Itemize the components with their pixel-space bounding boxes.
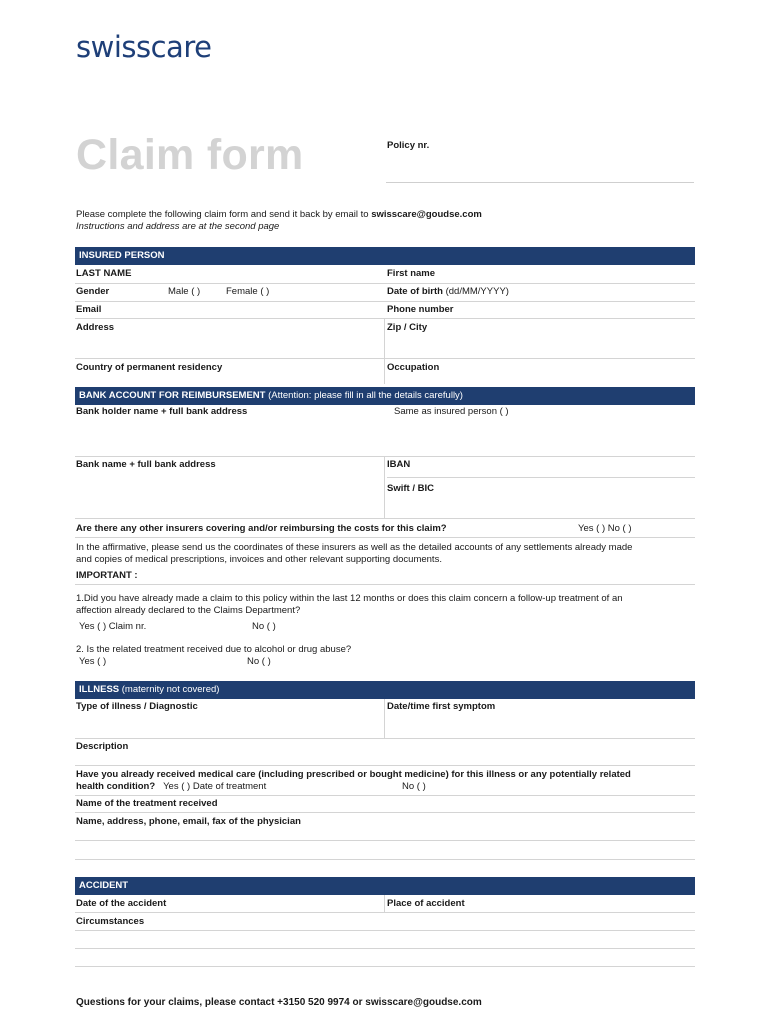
- bank-heading: BANK ACCOUNT FOR REIMBURSEMENT: [79, 390, 266, 401]
- zip-city-label: Zip / City: [387, 322, 428, 333]
- circumstances-label: Circumstances: [76, 916, 145, 927]
- policy-number-field[interactable]: [386, 182, 694, 183]
- policy-number-label: Policy nr.: [387, 140, 430, 151]
- page-title: Claim form: [76, 131, 304, 179]
- bank-account-header: [75, 387, 695, 405]
- row-divider: [75, 456, 695, 457]
- medical-care-no-option[interactable]: No ( ): [402, 781, 426, 792]
- question2: 2. Is the related treatment received due to alcohol or drug abuse?: [76, 644, 352, 655]
- same-as-insured-option[interactable]: Same as insured person ( ): [394, 406, 509, 417]
- medical-care-question-line2: [76, 781, 266, 792]
- intro-text: [76, 209, 482, 233]
- bank-heading-note: (Attention: please fill in all the details carefully): [265, 390, 463, 401]
- question1-yes-option[interactable]: Yes ( ) Claim nr.: [79, 621, 147, 632]
- gender-label: Gender: [76, 286, 110, 297]
- swift-label: Swift / BIC: [387, 483, 434, 494]
- affirmative-line2: and copies of medical prescriptions, invoices and other relevant supporting documents.: [76, 554, 442, 565]
- intro-line2: Instructions and address are at the second page: [76, 221, 280, 232]
- dob-label: [387, 286, 509, 297]
- medical-care-question-end: health condition?: [76, 781, 156, 792]
- question1: [76, 593, 696, 617]
- occupation-label: Occupation: [387, 362, 440, 373]
- accident-place-label: Place of accident: [387, 898, 465, 909]
- illness-heading: ILLNESS: [79, 684, 120, 695]
- illness-header: [75, 681, 695, 699]
- column-divider: [384, 699, 385, 738]
- illness-type-label: Type of illness / Diagnostic: [76, 701, 198, 712]
- address-label: Address: [76, 322, 115, 333]
- row-divider: [75, 301, 695, 302]
- circumstances-line[interactable]: [75, 930, 695, 931]
- intro-line1: Please complete the following claim form and send it back by email to: [76, 209, 372, 220]
- question1-no-option[interactable]: No ( ): [252, 621, 276, 632]
- medical-care-yes-option[interactable]: Yes ( ) Date of treatment: [163, 781, 267, 792]
- dob-format: (dd/MM/YYYY): [445, 286, 509, 297]
- last-name-label: LAST NAME: [76, 268, 132, 279]
- row-divider: [75, 765, 695, 766]
- insured-person-header: [75, 247, 695, 265]
- row-divider: [75, 584, 695, 585]
- question2-yes-option[interactable]: Yes ( ): [79, 656, 107, 667]
- phone-label: Phone number: [387, 304, 454, 315]
- first-name-label: First name: [387, 268, 436, 279]
- treatment-name-label: Name of the treatment received: [76, 798, 218, 809]
- bank-name-label: Bank name + full bank address: [76, 459, 216, 470]
- country-label: Country of permanent residency: [76, 362, 223, 373]
- row-divider: [75, 795, 695, 796]
- row-divider: [75, 812, 695, 813]
- medical-care-question-line1: Have you already received medical care (including prescribed or bought medicine) for this illness or any potentially related: [76, 769, 631, 780]
- male-option[interactable]: Male ( ): [168, 286, 201, 297]
- physician-line[interactable]: [75, 859, 695, 860]
- other-insurers-yes-no[interactable]: Yes ( ) No ( ): [578, 523, 632, 534]
- row-divider: [75, 537, 695, 538]
- bank-holder-label: Bank holder name + full bank address: [76, 406, 248, 417]
- affirmative-paragraph: [76, 542, 696, 566]
- accident-heading: ACCIDENT: [79, 880, 129, 891]
- question1-line1: 1.Did you have already made a claim to this policy within the last 12 months or does this claim concern a follow-up treatment of an: [76, 593, 623, 604]
- female-option[interactable]: Female ( ): [226, 286, 270, 297]
- circumstances-line[interactable]: [75, 948, 695, 949]
- affirmative-line1: In the affirmative, please send us the coordinates of these insurers as well as the detailed accounts of any settlements already made: [76, 542, 633, 553]
- first-symptom-label: Date/time first symptom: [387, 701, 496, 712]
- row-divider: [75, 358, 695, 359]
- insured-heading: INSURED PERSON: [79, 250, 165, 261]
- column-divider: [384, 358, 385, 384]
- physician-label: Name, address, phone, email, fax of the physician: [76, 816, 301, 827]
- column-divider: [384, 895, 385, 912]
- email-label: Email: [76, 304, 102, 315]
- intro-email: swisscare@goudse.com: [371, 209, 482, 220]
- accident-date-label: Date of the accident: [76, 898, 167, 909]
- row-divider: [75, 283, 695, 284]
- row-divider: [75, 912, 695, 913]
- illness-heading-note: (maternity not covered): [119, 684, 220, 695]
- swisscare-logo: swisscare: [76, 30, 212, 64]
- row-divider: [75, 318, 695, 319]
- question1-line2: affection already declared to the Claims Department?: [76, 605, 301, 616]
- row-divider: [75, 738, 695, 739]
- dob-label-text: Date of birth: [387, 286, 443, 297]
- question2-no-option[interactable]: No ( ): [247, 656, 271, 667]
- row-divider: [75, 518, 695, 519]
- physician-line[interactable]: [75, 840, 695, 841]
- circumstances-line[interactable]: [75, 966, 695, 967]
- column-divider: [384, 318, 385, 358]
- iban-divider: [387, 477, 695, 478]
- other-insurers-question: Are there any other insurers covering and/or reimbursing the costs for this claim?: [76, 523, 447, 534]
- accident-header: [75, 877, 695, 895]
- iban-label: IBAN: [387, 459, 411, 470]
- important-label: IMPORTANT :: [76, 570, 138, 581]
- description-label: Description: [76, 741, 129, 752]
- column-divider: [384, 456, 385, 518]
- footer-contact: Questions for your claims, please contact +3150 520 9974 or swisscare@goudse.com: [76, 997, 482, 1008]
